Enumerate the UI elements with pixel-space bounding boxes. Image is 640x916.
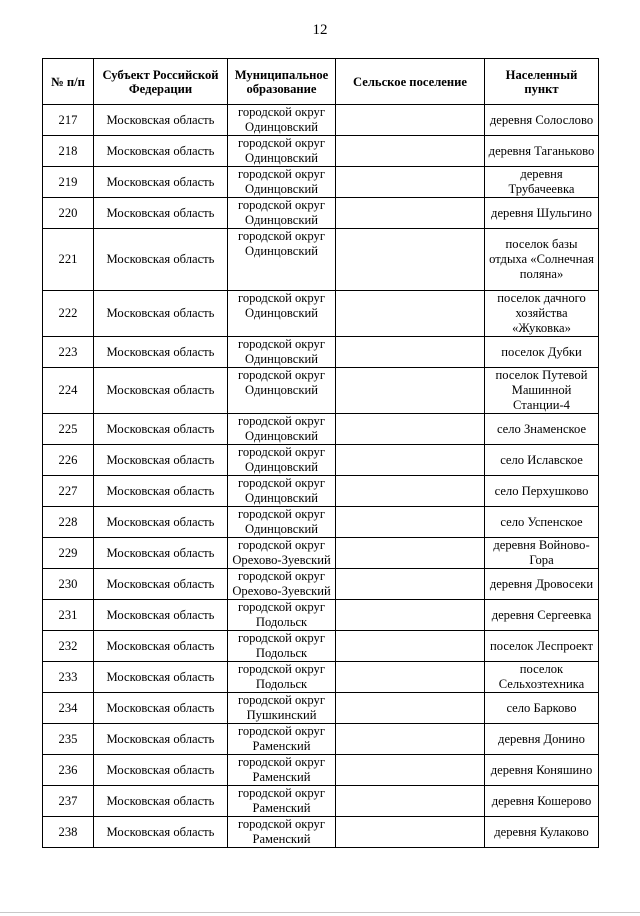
cell-rural bbox=[336, 755, 485, 786]
cell-rural bbox=[336, 538, 485, 569]
table-row bbox=[43, 507, 599, 538]
cell-subject: Московская область bbox=[94, 755, 228, 786]
cell-num: 225 bbox=[43, 414, 94, 445]
cell-settlement: деревня Трубачеевка bbox=[485, 167, 599, 198]
cell-municipal: городской округ Раменский bbox=[228, 817, 336, 848]
cell-rural bbox=[336, 414, 485, 445]
cell-municipal: городской округ Одинцовский bbox=[228, 229, 336, 291]
cell-subject: Московская область bbox=[94, 368, 228, 414]
cell-municipal: городской округ Подольск bbox=[228, 631, 336, 662]
cell-num: 217 bbox=[43, 105, 94, 136]
cell-settlement: деревня Коняшино bbox=[485, 755, 599, 786]
cell-subject: Московская область bbox=[94, 337, 228, 368]
cell-municipal: городской округ Одинцовский bbox=[228, 136, 336, 167]
cell-settlement: поселок Сельхозтехника bbox=[485, 662, 599, 693]
cell-rural bbox=[336, 662, 485, 693]
cell-municipal: городской округ Пушкинский bbox=[228, 693, 336, 724]
cell-num: 229 bbox=[43, 538, 94, 569]
cell-settlement: поселок дачного хозяйства «Жуковка» bbox=[485, 291, 599, 337]
table-row bbox=[43, 414, 599, 445]
cell-subject: Московская область bbox=[94, 291, 228, 337]
cell-rural bbox=[336, 337, 485, 368]
cell-settlement: поселок Путевой Машинной Станции-4 bbox=[485, 368, 599, 414]
cell-subject: Московская область bbox=[94, 198, 228, 229]
cell-municipal: городской округ Одинцовский bbox=[228, 291, 336, 337]
cell-subject: Московская область bbox=[94, 786, 228, 817]
cell-settlement: поселок Леспроект bbox=[485, 631, 599, 662]
header-rural: Сельское поселение bbox=[336, 59, 485, 105]
cell-num: 227 bbox=[43, 476, 94, 507]
cell-settlement: село Успенское bbox=[485, 507, 599, 538]
cell-subject: Московская область bbox=[94, 817, 228, 848]
table-row bbox=[43, 229, 599, 291]
cell-num: 230 bbox=[43, 569, 94, 600]
cell-rural bbox=[336, 693, 485, 724]
header-num: № п/п bbox=[43, 59, 94, 105]
header-subject: Субъект Российской Федерации bbox=[94, 59, 228, 105]
cell-num: 235 bbox=[43, 724, 94, 755]
table-row bbox=[43, 445, 599, 476]
cell-subject: Московская область bbox=[94, 507, 228, 538]
cell-num: 221 bbox=[43, 229, 94, 291]
cell-num: 234 bbox=[43, 693, 94, 724]
cell-rural bbox=[336, 507, 485, 538]
cell-subject: Московская область bbox=[94, 662, 228, 693]
cell-municipal: городской округ Подольск bbox=[228, 662, 336, 693]
cell-subject: Московская область bbox=[94, 693, 228, 724]
cell-rural bbox=[336, 724, 485, 755]
cell-num: 236 bbox=[43, 755, 94, 786]
table-row bbox=[43, 538, 599, 569]
cell-rural bbox=[336, 229, 485, 291]
table-row bbox=[43, 291, 599, 337]
cell-rural bbox=[336, 291, 485, 337]
page-number: 12 bbox=[312, 22, 328, 38]
table-row bbox=[43, 337, 599, 368]
cell-subject: Московская область bbox=[94, 569, 228, 600]
cell-settlement: деревня Кошерово bbox=[485, 786, 599, 817]
cell-rural bbox=[336, 136, 485, 167]
cell-municipal: городской округ Одинцовский bbox=[228, 105, 336, 136]
cell-rural bbox=[336, 817, 485, 848]
cell-settlement: поселок Дубки bbox=[485, 337, 599, 368]
cell-subject: Московская область bbox=[94, 538, 228, 569]
cell-municipal: городской округ Одинцовский bbox=[228, 507, 336, 538]
cell-settlement: поселок базы отдыха «Солнечная поляна» bbox=[485, 229, 599, 291]
cell-rural bbox=[336, 786, 485, 817]
cell-subject: Московская область bbox=[94, 600, 228, 631]
cell-municipal: городской округ Одинцовский bbox=[228, 445, 336, 476]
table-row bbox=[43, 476, 599, 507]
cell-subject: Московская область bbox=[94, 136, 228, 167]
cell-subject: Московская область bbox=[94, 414, 228, 445]
table-row bbox=[43, 600, 599, 631]
table-header-row bbox=[43, 59, 599, 105]
cell-subject: Московская область bbox=[94, 476, 228, 507]
cell-num: 218 bbox=[43, 136, 94, 167]
page-bottom-edge bbox=[0, 912, 640, 913]
cell-municipal: городской округ Одинцовский bbox=[228, 476, 336, 507]
cell-num: 226 bbox=[43, 445, 94, 476]
cell-subject: Московская область bbox=[94, 105, 228, 136]
cell-rural bbox=[336, 198, 485, 229]
cell-num: 224 bbox=[43, 368, 94, 414]
cell-settlement: деревня Таганьково bbox=[485, 136, 599, 167]
cell-municipal: городской округ Раменский bbox=[228, 724, 336, 755]
cell-rural bbox=[336, 445, 485, 476]
cell-settlement: село Перхушково bbox=[485, 476, 599, 507]
table-row bbox=[43, 817, 599, 848]
cell-num: 238 bbox=[43, 817, 94, 848]
table-row bbox=[43, 368, 599, 414]
cell-rural bbox=[336, 368, 485, 414]
table-row bbox=[43, 136, 599, 167]
cell-num: 237 bbox=[43, 786, 94, 817]
cell-municipal: городской округ Орехово-Зуевский bbox=[228, 538, 336, 569]
cell-subject: Московская область bbox=[94, 167, 228, 198]
cell-num: 222 bbox=[43, 291, 94, 337]
table-row bbox=[43, 167, 599, 198]
cell-municipal: городской округ Одинцовский bbox=[228, 414, 336, 445]
cell-municipal: городской округ Орехово-Зуевский bbox=[228, 569, 336, 600]
cell-settlement: деревня Войново-Гора bbox=[485, 538, 599, 569]
cell-subject: Московская область bbox=[94, 229, 228, 291]
cell-num: 220 bbox=[43, 198, 94, 229]
table-row bbox=[43, 105, 599, 136]
cell-num: 228 bbox=[43, 507, 94, 538]
table-row bbox=[43, 631, 599, 662]
cell-settlement: деревня Сергеевка bbox=[485, 600, 599, 631]
cell-rural bbox=[336, 167, 485, 198]
cell-municipal: городской округ Раменский bbox=[228, 786, 336, 817]
cell-municipal: городской округ Одинцовский bbox=[228, 167, 336, 198]
cell-rural bbox=[336, 569, 485, 600]
cell-rural bbox=[336, 105, 485, 136]
cell-municipal: городской округ Одинцовский bbox=[228, 368, 336, 414]
table-row bbox=[43, 786, 599, 817]
cell-municipal: городской округ Одинцовский bbox=[228, 198, 336, 229]
cell-municipal: городской округ Подольск bbox=[228, 600, 336, 631]
cell-settlement: деревня Шульгино bbox=[485, 198, 599, 229]
cell-settlement: деревня Донино bbox=[485, 724, 599, 755]
cell-num: 223 bbox=[43, 337, 94, 368]
cell-subject: Московская область bbox=[94, 724, 228, 755]
cell-num: 219 bbox=[43, 167, 94, 198]
cell-settlement: деревня Солослово bbox=[485, 105, 599, 136]
cell-settlement: село Иславское bbox=[485, 445, 599, 476]
cell-rural bbox=[336, 600, 485, 631]
header-settlement: Населенный пункт bbox=[485, 59, 599, 105]
table-row bbox=[43, 724, 599, 755]
cell-settlement: село Знаменское bbox=[485, 414, 599, 445]
table-row bbox=[43, 198, 599, 229]
table-row bbox=[43, 755, 599, 786]
cell-settlement: деревня Кулаково bbox=[485, 817, 599, 848]
table-row bbox=[43, 662, 599, 693]
cell-rural bbox=[336, 631, 485, 662]
cell-num: 231 bbox=[43, 600, 94, 631]
cell-rural bbox=[336, 476, 485, 507]
cell-municipal: городской округ Одинцовский bbox=[228, 337, 336, 368]
cell-subject: Московская область bbox=[94, 445, 228, 476]
table-row bbox=[43, 693, 599, 724]
cell-num: 233 bbox=[43, 662, 94, 693]
header-municipal: Муниципальное образование bbox=[228, 59, 336, 105]
cell-municipal: городской округ Раменский bbox=[228, 755, 336, 786]
cell-num: 232 bbox=[43, 631, 94, 662]
cell-settlement: деревня Дровосеки bbox=[485, 569, 599, 600]
cell-settlement: село Барково bbox=[485, 693, 599, 724]
table-row bbox=[43, 569, 599, 600]
settlements-table bbox=[42, 58, 599, 848]
cell-subject: Московская область bbox=[94, 631, 228, 662]
